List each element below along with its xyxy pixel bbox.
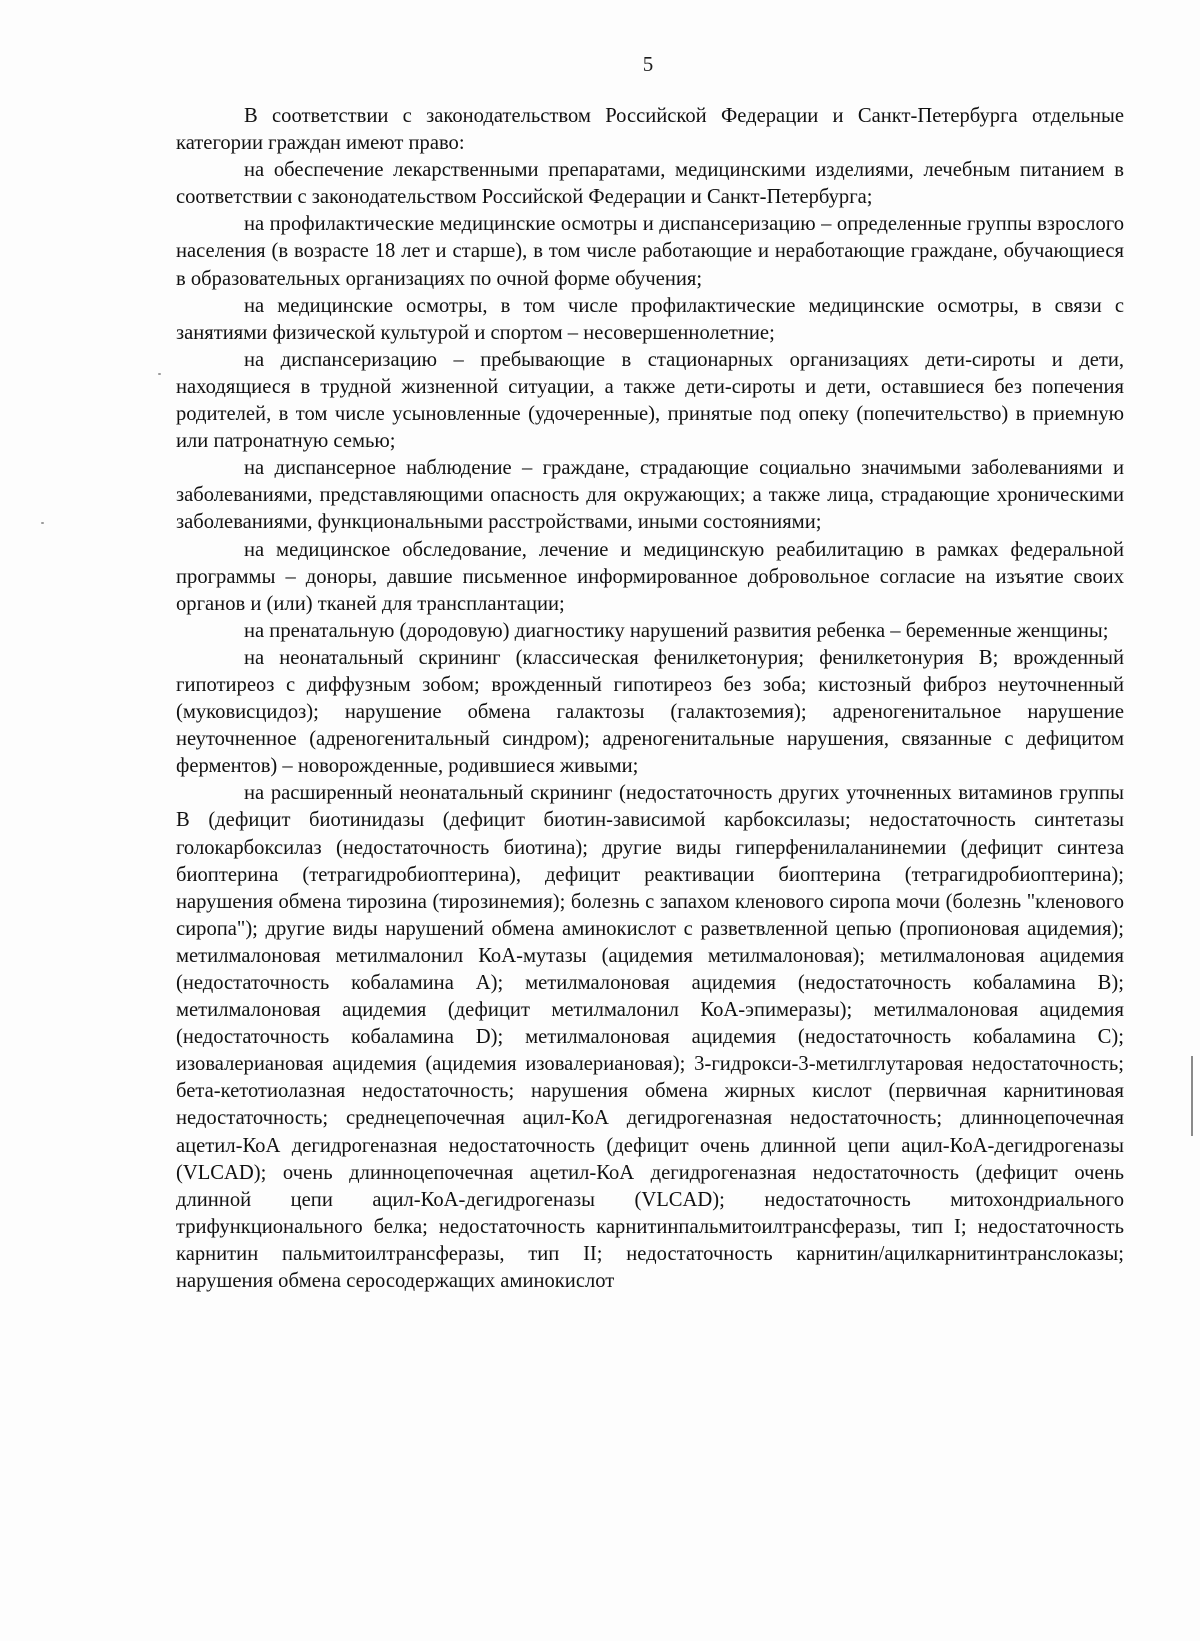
document-body [176, 103, 1124, 1295]
paragraph-intro: В соответствии с законодательством Российской Федерации и Санкт-Петербурга отдельные категории граждан имеют право: [176, 105, 1124, 155]
paragraph-orphans-screening: на диспансеризацию – пребывающие в стационарных организациях дети-сироты и дети, находящиеся в трудной жизненной ситуации, а также дети-сироты и дети, оставшиеся без попечения родителей, в том числе усыновленные (удочеренные), принятые под опеку (попечительство) в приемную или патронатную семью; [176, 348, 1124, 453]
scan-speck [41, 522, 44, 524]
paragraph-neonatal-screening: на неонатальный скрининг (классическая фенилкетонурия; фенилкетонурия B; врожденный гипотиреоз с диффузным зобом; врожденный гипотиреоз без зоба; кистозный фиброз неуточненный (муковисцидоз); нарушение обмена галактозы (галактоземия); адреногенитальное нарушение неуточненное (адреногенитальный синдром); адреногенитальные нарушения, связанные с дефицитом ферментов) – новорожденные, родившиеся живыми; [176, 646, 1124, 778]
paragraph-dispensary-observation: на диспансерное наблюдение – граждане, страдающие социально значимыми заболеваниями и заболеваниями, представляющими опасность для окружающих; а также лица, страдающие хроническими заболеваниями, функциональными расстройствами, иными состояниями; [176, 457, 1124, 534]
scan-edge-mark [1191, 1056, 1193, 1136]
paragraph-sports-exams: на медицинские осмотры, в том числе профилактические медицинские осмотры, в связи с занятиями физической культурой и спортом – несовершеннолетние; [176, 294, 1124, 344]
paragraph-preventive-exams: на профилактические медицинские осмотры и диспансеризацию – определенные группы взрослого населения (в возрасте 18 лет и старше), в том числе работающие и неработающие граждане, обучающиеся в образовательных организациях по очной форме обучения; [176, 213, 1124, 290]
page-number: 5 [642, 52, 654, 76]
paragraph-extended-neonatal-screening: на расширенный неонатальный скрининг (недостаточность других уточненных витаминов группы B (дефицит биотинидазы (дефицит биотин-зависимой карбоксилазы; недостаточность синтетазы голокарбоксилаз (недостаточность биотина); другие виды гиперфенилаланинемии (дефицит синтеза биоптерина (тетрагидробиоптерина), дефицит реактивации биоптерина (тетрагидробиоптерина); нарушения обмена тирозина (тирозинемия); болезнь с запахом кленового сиропа мочи (болезнь "кленового сиропа"); другие виды нарушений обмена аминокислот с разветвленной цепью (пропионовая ацидемия); метилмалоновая метилмалонил КоА-мутазы (ацидемия метилмалоновая); метилмалоновая ацидемия (недостаточность кобаламина A); метилмалоновая ацидемия (недостаточность кобаламина B); метилмалоновая ацидемия (дефицит метилмалонил КоА-эпимеразы); метилмалоновая ацидемия (недостаточность кобаламина D); метилмалоновая ацидемия (недостаточность кобаламина C); изовалериановая ацидемия (ацидемия изовалериановая); 3-гидрокси-3-метилглутаровая недостаточность; бета-кетотиолазная недостаточность; нарушения обмена жирных кислот (первичная карнитиновая недостаточность; среднецепочечная ацил-КоА дегидрогеназная недостаточность; длинноцепочечная ацетил-КоА дегидрогеназная недостаточность (дефицит очень длинной цепи ацил-КоА-дегидрогеназы (VLCAD); очень длинноцепочечная ацетил-КоА дегидрогеназная недостаточность (дефицит очень длинной цепи ацил-КоА-дегидрогеназы (VLCAD); недостаточность митохондриального трифункционального белка; недостаточность карнитинпальмитоилтрансферазы, тип I; недостаточность карнитин пальмитоилтрансферазы, тип II; недостаточность карнитин/ацилкарнитинтранслоказы; нарушения обмена серосодержащих аминокислот [176, 782, 1124, 1293]
scan-speck [158, 373, 161, 375]
paragraph-donors: на медицинское обследование, лечение и медицинскую реабилитацию в рамках федеральной программы – доноры, давшие письменное информированное добровольное согласие на изъятие своих органов и (или) тканей для трансплантации; [176, 538, 1124, 615]
paragraph-medicines: на обеспечение лекарственными препаратами, медицинскими изделиями, лечебным питанием в соответствии с законодательством Российской Федерации и Санкт-Петербурга; [176, 159, 1124, 209]
paragraph-prenatal: на пренатальную (дородовую) диагностику нарушений развития ребенка – беременные женщины; [244, 619, 1109, 642]
